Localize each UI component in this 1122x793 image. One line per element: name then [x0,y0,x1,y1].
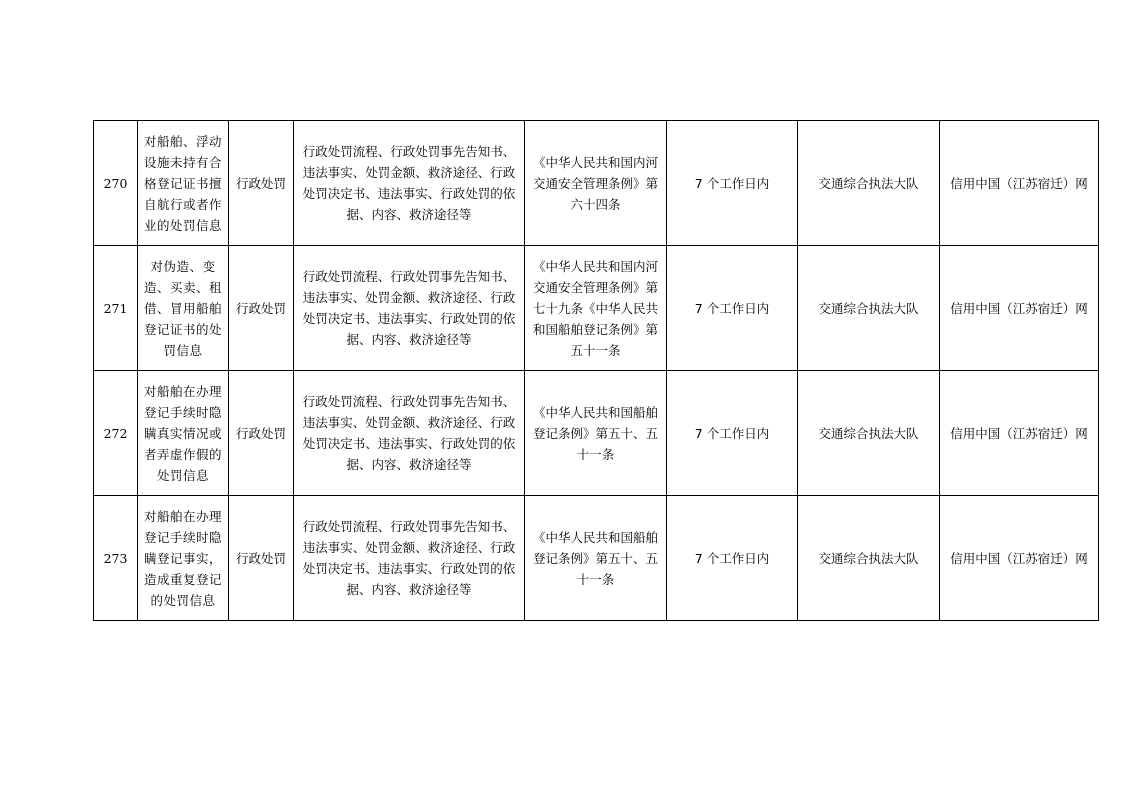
item-name: 对伪造、变造、买卖、租借、冒用船舶登记证书的处罚信息 [138,246,229,371]
time-limit: 7 个工作日内 [667,496,798,621]
item-type: 行政处罚 [229,371,294,496]
responsible-unit: 交通综合执法大队 [798,246,940,371]
time-limit: 7 个工作日内 [667,121,798,246]
table-row [94,496,1099,621]
item-type: 行政处罚 [229,121,294,246]
table-body [94,121,1099,621]
disclosure-content: 行政处罚流程、行政处罚事先告知书、违法事实、处罚金额、救济途径、行政处罚决定书、违法事实、行政处罚的依据、内容、救济途径等 [294,121,525,246]
item-name: 对船舶在办理登记手续时隐瞒登记事实，造成重复登记的处罚信息 [138,496,229,621]
responsible-unit: 交通综合执法大队 [798,496,940,621]
item-type: 行政处罚 [229,246,294,371]
legal-basis: 《中华人民共和国内河交通安全管理条例》第七十九条《中华人民共和国船舶登记条例》第五十一条 [525,246,667,371]
disclosure-channel: 信用中国（江苏宿迁）网 [940,371,1099,496]
disclosure-channel: 信用中国（江苏宿迁）网 [940,121,1099,246]
responsible-unit: 交通综合执法大队 [798,121,940,246]
disclosure-content: 行政处罚流程、行政处罚事先告知书、违法事实、处罚金额、救济途径、行政处罚决定书、违法事实、行政处罚的依据、内容、救济途径等 [294,246,525,371]
legal-basis: 《中华人民共和国内河交通安全管理条例》第六十四条 [525,121,667,246]
table-row [94,246,1099,371]
disclosure-table [93,120,1099,621]
row-number: 273 [94,496,138,621]
item-name: 对船舶在办理登记手续时隐瞒真实情况或者弄虚作假的处罚信息 [138,371,229,496]
row-number: 271 [94,246,138,371]
item-type: 行政处罚 [229,496,294,621]
legal-basis: 《中华人民共和国船舶登记条例》第五十、五十一条 [525,371,667,496]
disclosure-channel: 信用中国（江苏宿迁）网 [940,246,1099,371]
row-number: 270 [94,121,138,246]
legal-basis: 《中华人民共和国船舶登记条例》第五十、五十一条 [525,496,667,621]
disclosure-channel: 信用中国（江苏宿迁）网 [940,496,1099,621]
time-limit: 7 个工作日内 [667,246,798,371]
table-row [94,121,1099,246]
item-name: 对船舶、浮动设施未持有合格登记证书擅自航行或者作业的处罚信息 [138,121,229,246]
disclosure-content: 行政处罚流程、行政处罚事先告知书、违法事实、处罚金额、救济途径、行政处罚决定书、违法事实、行政处罚的依据、内容、救济途径等 [294,496,525,621]
time-limit: 7 个工作日内 [667,371,798,496]
table-row [94,371,1099,496]
responsible-unit: 交通综合执法大队 [798,371,940,496]
disclosure-content: 行政处罚流程、行政处罚事先告知书、违法事实、处罚金额、救济途径、行政处罚决定书、违法事实、行政处罚的依据、内容、救济途径等 [294,371,525,496]
row-number: 272 [94,371,138,496]
